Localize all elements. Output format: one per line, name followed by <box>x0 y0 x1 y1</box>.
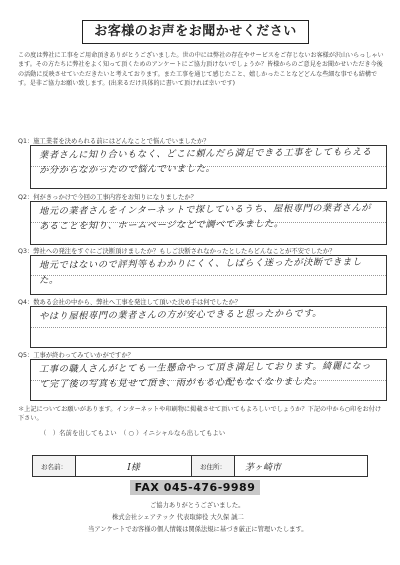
publication-note: ＊上記についてお願いがあります。インターネットや印刷物に掲載させて頂いてもよろしいでしょうか？下記の中から○印をお付け下さい。 <box>18 406 382 423</box>
question-1-label: Q1：施工業者を決められる前にはどんなことで悩んでいましたか？ <box>18 138 210 145</box>
question-3-answer-box <box>30 255 387 295</box>
name-address-table <box>32 455 368 477</box>
question-5-answer: 工事の職人さんがとても一生懸命やって頂き満足しております。綺麗になって完了後の写真も見せて頂き、雨がもる心配もなくなりました。 <box>39 360 372 390</box>
company-signature: 株式会社シェアテック 代表取締役 大久保 誠二 <box>112 514 244 521</box>
question-2-answer: 地元の業者さんをインターネットで探しているうち、屋根専門の業者さんがあることを知り、ホームページなどで調べてみました。 <box>39 202 372 232</box>
question-3-label: Q3：弊社への発注をすぐにご決断頂けましたか？もしご決断されなかったとしたらどんなことが不安でしたか？ <box>18 248 336 255</box>
name-value: I様 <box>76 456 192 476</box>
name-label: お名前： <box>33 456 76 476</box>
question-1-answer: 業者さんに知り合いもなく、どこに頼んだら満足できる工事をしてもらえるか分からなかったので悩んでいました。 <box>39 146 372 176</box>
question-5-label: Q5：工事が終わってみていかがですか？ <box>18 352 134 359</box>
question-1-answer-box <box>30 145 387 189</box>
question-4-label: Q4：数ある会社の中から、弊社へ工事を発注して頂いた決め手は何でしたか？ <box>18 299 242 306</box>
question-2-answer-box <box>30 201 387 245</box>
option-initials-ok[interactable]: （ ○ ）イニシャルなら出してもよい <box>120 429 226 437</box>
question-4-answer: やはり屋根専門の業者さんの方が安心できると思ったからです。 <box>39 308 323 322</box>
question-5-answer-box <box>30 359 387 401</box>
fax-number: FAX 045-476-9989 <box>130 480 260 495</box>
survey-title: お客様のお声をお聞かせください <box>82 20 309 44</box>
privacy-notice: 当アンケートでお客様の個人情報は関係法規に基づき厳正に管理いたします。 <box>88 526 308 533</box>
address-label: お住所： <box>192 456 235 476</box>
question-2-label: Q2：何がきっかけで今回の工事内容をお知りになりましたか？ <box>18 194 197 201</box>
question-4-answer-box <box>30 306 387 348</box>
intro-paragraph: この度は弊社に工事をご用命頂きありがとうございました。世の中には弊社の存在やサービスをご存じないお客様が沢山いらっしゃいます。その方たちに弊社をよく知って頂くためのアンケートにご協力頂けないでしょうか？皆様からのご意見をお聞かせいただき今後の活動に反映させていただきたいと考えております。また工事を通じて感じたこと、嬉しかったことなどどんな些細な事でも結構です。是非ご協力お願い致します。(出来るだけ具体的に書いて頂ければ幸いです) <box>18 52 384 87</box>
address-value: 茅ヶ崎市 <box>245 462 282 473</box>
thanks-text: ご協力ありがとうございました。 <box>150 502 245 509</box>
option-name-ok[interactable]: （ ）名前を出してもよい <box>40 429 117 437</box>
question-3-answer: 地元ではないので評判等もわかりにくく、しばらく迷ったが決断できました。 <box>39 256 362 286</box>
